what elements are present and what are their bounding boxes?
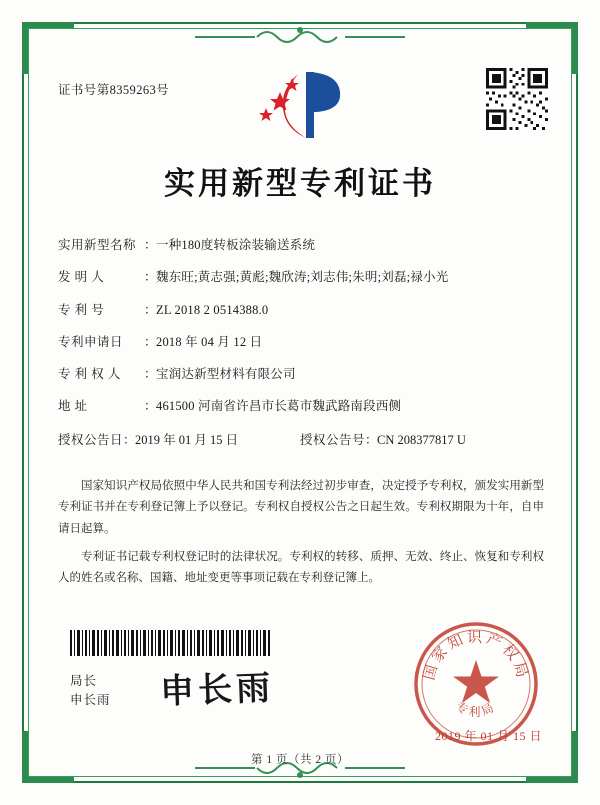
field-patent-name (58, 236, 544, 255)
colon: ： (144, 302, 157, 317)
field-label-inventor: 发 明 人 (58, 270, 105, 285)
field-label-grant-date: 授权公告日 (58, 432, 124, 447)
certificate-number: 证书号第8359263号 (58, 83, 170, 97)
corner-ornament-top-left (22, 22, 74, 74)
colon: ： (144, 399, 157, 414)
qr-code (486, 68, 548, 130)
legal-paragraph-1: 国家知识产权局依照中华人民共和国专利法经过初步审查，决定授予专利权，颁发实用新型专利证书并在专利登记簿上予以登记。专利权自授权公告之日起生效。专利权期限为十年，自申请日起算。 (58, 480, 544, 535)
colon: ： (144, 270, 157, 285)
field-value-grant-date: 2019 年 01 月 15 日 (135, 432, 239, 447)
field-patent-number (58, 301, 544, 320)
field-inventor (58, 268, 544, 287)
svg-text:专利局 (453, 698, 498, 719)
director-signature: 申长雨 (159, 668, 275, 712)
legal-text-block (58, 476, 544, 596)
corner-ornament-top-right (526, 22, 578, 74)
director-block (70, 672, 111, 711)
field-value-patentee: 宝润达新型材料有限公司 (156, 367, 296, 381)
field-value-grant-number: CN 208377817 U (377, 432, 466, 447)
field-patentee (58, 365, 544, 384)
field-grant-date (58, 430, 300, 448)
field-label-application-date: 专利申请日 (58, 334, 124, 349)
seal-bottom-text: 专利局 (453, 699, 499, 719)
colon: ： (144, 367, 157, 381)
field-value-inventor: 魏东旺;黄志强;黄彪;魏欣涛;刘志伟;朱明;刘磊;禄小光 (156, 270, 449, 285)
field-label-patentee: 专 利 权 人 (58, 367, 121, 381)
field-value-patent-number: ZL 2018 2 0514388.0 (156, 302, 269, 317)
director-label: 局长 (70, 674, 98, 688)
field-grant-row (58, 430, 544, 448)
field-label-patent-name: 实用新型名称 (58, 238, 137, 252)
seal-date: 2019 年 01 月 15 日 (434, 729, 542, 743)
field-value-address: 461500 河南省许昌市长葛市魏武路南段西侧 (156, 399, 402, 414)
field-value-patent-name: 一种180度转板涂装输送系统 (156, 238, 316, 252)
page-footer: 第 1 页（共 2 页） (251, 754, 349, 766)
director-name: 申长雨 (70, 693, 111, 708)
patent-office-logo-icon (240, 68, 360, 142)
field-label-grant-number: 授权公告号 (300, 432, 366, 447)
page-title: 实用新型专利证书 (164, 166, 436, 202)
colon: ： (365, 432, 378, 447)
field-address (58, 397, 544, 416)
legal-paragraph-2: 专利证书记载专利权登记时的法律状况。专利权的转移、质押、无效、终止、恢复和专利权人的姓名或名称、国籍、地址变更等事项记载在专利登记簿上。 (58, 550, 544, 585)
field-label-patent-number: 专 利 号 (58, 302, 105, 317)
field-grant-number (300, 430, 466, 448)
colon: ： (144, 334, 157, 349)
field-application-date (58, 333, 544, 352)
colon: ： (123, 432, 136, 447)
colon: ： (144, 238, 157, 252)
seal-top-text: 国家知识产权局 (419, 628, 533, 683)
top-ornament-icon (195, 26, 405, 48)
field-label-address: 地 址 (58, 399, 88, 414)
field-value-application-date: 2018 年 04 月 12 日 (156, 334, 263, 349)
barcode (70, 630, 270, 656)
field-list (58, 236, 544, 461)
